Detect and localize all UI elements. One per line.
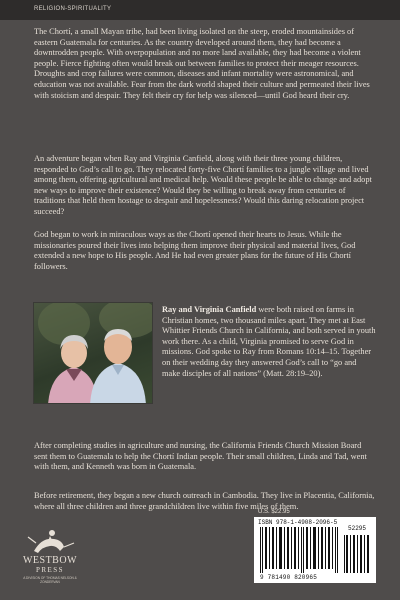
- ean-bars: [260, 527, 338, 573]
- publisher-name: WESTBOW: [22, 555, 78, 566]
- author-photo-illustration: [34, 303, 153, 404]
- author-bio: [162, 305, 376, 379]
- price-addon-code: 52295: [348, 525, 367, 532]
- category-label: RELIGION-SPIRITUALITY: [34, 6, 112, 12]
- publisher-logo: [14, 525, 86, 585]
- rider-emblem-icon: [14, 525, 86, 555]
- publisher-name-line2: PRESS: [35, 566, 65, 574]
- barcode: [254, 517, 376, 583]
- isbn-text: ISBN 978-1-4908-2096-5: [258, 519, 338, 526]
- synopsis-paragraph-1: The Chortí, a small Mayan tribe, had been living isolated on the steep, eroded mountainsides of eastern Guatemala for centuries. As the country developed around them, they had become a downtrodden people. With overpopulation and no more land available, they had become a violent people. Fierce fighting often would break out between families to protect their meager resources. Droughts and crop failures were common, diseases and infant mortality were astronomical, and education was not available. Fear from the dark world shaped their culture and permeated their lives with stoicism and despair. They felt their cry for help was silenced—until God heard their cry.: [34, 27, 370, 100]
- barcode-bars: [258, 527, 372, 573]
- author-names: Ray and Virginia Canfield: [162, 305, 257, 314]
- publisher-tagline: A DIVISION OF THOMAS NELSON & ZONDERVAN: [23, 576, 77, 584]
- synopsis-paragraph-3: God began to work in miraculous ways as the Chortí opened their hearts to Jesus. While the missionaries poured their lives into helping them improve their physical and material lives, God extended a new hope to His people. And He had even greater plans for the future of His Chortí followers.: [34, 230, 356, 271]
- price-label: U.S. $22.95: [258, 509, 290, 515]
- addon-bars: [344, 535, 369, 573]
- top-bar: [0, 0, 400, 20]
- bio-paragraph-2: After completing studies in agriculture and nursing, the California Friends Church Mission Board sent them to Guatemala to help the Chortí Indian people. Their small children, Linda and Tad, went with them, and Kenneth was born in Guatemala.: [34, 441, 367, 472]
- author-bio-text: were both raised on farms in Christian homes, two thousand miles apart. They met at East Whittier Friends Church in California, and both served in youth work there. As a child, Virginia promised to serve God in missions. God spoke to Ray from Romans 10:14–15. Together on their wedding day they answered God’s call to “go and make disciples of all nations” (Matt. 28:19–20).: [162, 305, 376, 378]
- ean-digits: 9 781490 820965: [260, 574, 318, 581]
- bio-paragraph-3: Before retirement, they began a new church outreach in Cambodia. They live in Placentia, California, where all three children and three grandchildren live within five miles of them.: [34, 491, 375, 511]
- synopsis-paragraph-2: An adventure began when Ray and Virginia Canfield, along with their three young children, responded to God’s call to go. They relocated forty-five Chortí families to a jungle village and lived among them, offering agricultural and medical help. Would these people be able to change and adopt new ways to improve their existence? Would they be willing to break away from centuries of traditions that held them hostage to despair and hopelessness? Would this daring relocation project succeed?: [34, 154, 372, 216]
- author-photo: [33, 302, 153, 404]
